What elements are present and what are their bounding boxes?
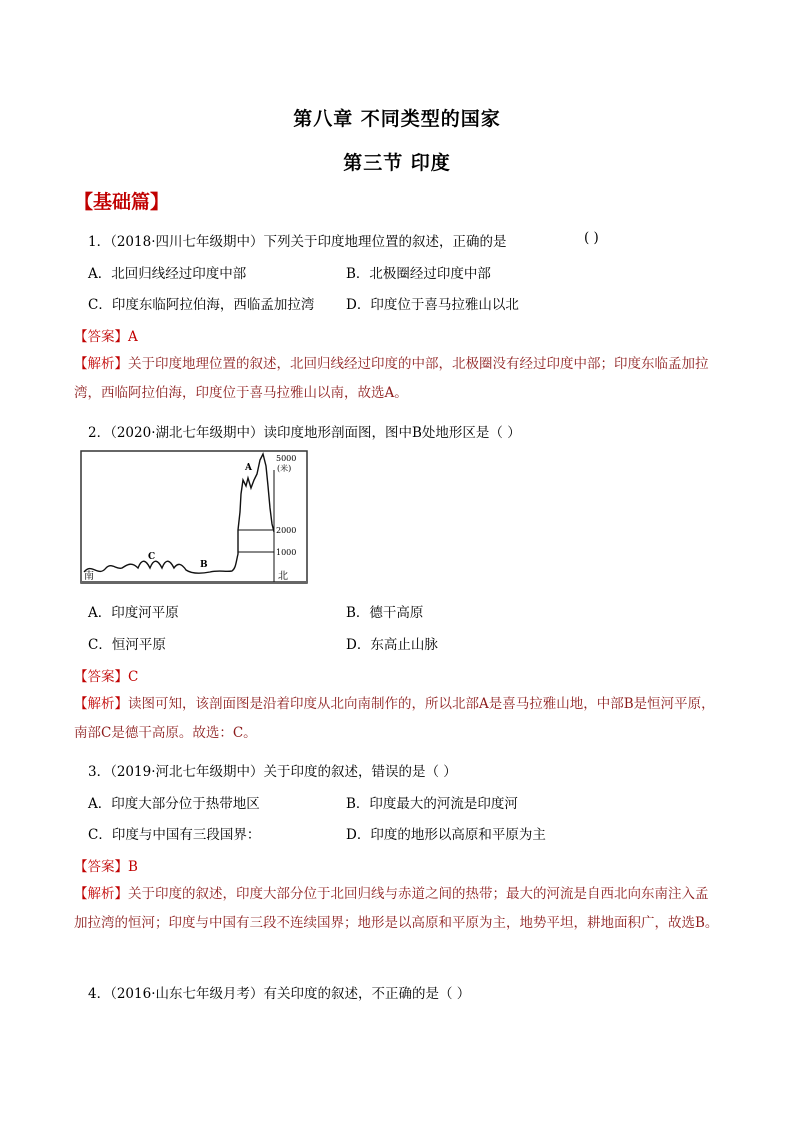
q3-answer-tag: 【答案】 (74, 859, 128, 875)
label-1000: 1000 (276, 548, 297, 557)
terrain-profile-figure (80, 450, 308, 584)
q1-expl-tag: 【解析】 (74, 356, 128, 372)
q1-answer-tag: 【答案】 (74, 329, 128, 345)
q2-explanation (74, 690, 720, 748)
q3-expl-body: 关于印度的叙述，印度大部分位于北回归线与赤道之间的热带；最大的河流是自西北向东南注入孟加拉湾的恒河；印度与中国有三段不连续国界；地形是以高原和平原为主，地势平坦，耕地面积广，故选B。 (74, 886, 719, 931)
section-header: 【基础篇】 (74, 191, 170, 213)
section-title: 第三节 印度 (343, 152, 451, 174)
q3-answer (74, 855, 138, 875)
q2-expl-tag: 【解析】 (74, 696, 128, 712)
q1-option-c: C．印度东临阿拉伯海，西临孟加拉湾 (88, 297, 315, 313)
q4-stem: 4．（2016·山东七年级月考）有关印度的叙述，不正确的是（ ） (88, 986, 471, 1002)
q3-option-c: C．印度与中国有三段国界： (88, 827, 261, 843)
label-2000: 2000 (276, 526, 297, 535)
label-b: B (200, 560, 208, 570)
q3-expl-tag: 【解析】 (74, 886, 128, 902)
q2-option-b: B．德干高原 (346, 605, 424, 621)
label-north: 北 (278, 571, 288, 582)
q3-option-b: B．印度最大的河流是印度河 (346, 796, 518, 812)
q3-answer-value: B (128, 859, 138, 875)
q2-answer-tag: 【答案】 (74, 669, 128, 685)
label-unit: (米) (277, 464, 292, 473)
q3-explanation (74, 880, 720, 938)
q1-expl-body: 关于印度地理位置的叙述，北回归线经过印度的中部，北极圈没有经过印度中部；印度东临孟加拉湾，西临阿拉伯海，印度位于喜马拉雅山以南，故选A。 (74, 356, 709, 401)
chapter-title: 第八章 不同类型的国家 (293, 108, 501, 130)
q1-stem: 1．（2018·四川七年级期中）下列关于印度地理位置的叙述，正确的是 (88, 234, 507, 250)
label-c: C (148, 552, 156, 562)
label-a: A (245, 463, 252, 473)
q3-option-a: A．印度大部分位于热带地区 (88, 796, 260, 812)
q2-answer-value: C (128, 669, 139, 685)
q2-option-a: A．印度河平原 (88, 605, 179, 621)
q1-answer-value: A (128, 329, 138, 345)
q1-answer (74, 325, 138, 345)
q3-option-d: D．印度的地形以高原和平原为主 (346, 827, 546, 843)
q2-option-d: D．东高止山脉 (346, 637, 438, 653)
label-south: 南 (84, 571, 94, 582)
label-5000: 5000 (276, 454, 297, 463)
q2-expl-body: 读图可知，该剖面图是沿着印度从北向南制作的，所以北部A是喜马拉雅山地，中部B是恒河平原，南部C是德干高原。故选：C。 (74, 696, 715, 741)
q2-stem: 2．（2020·湖北七年级期中）读印度地形剖面图，图中B处地形区是（ ） (88, 425, 521, 441)
q1-paren: ( ) (584, 230, 599, 246)
q1-option-b: B．北极圈经过印度中部 (346, 266, 491, 282)
q3-stem: 3．（2019·河北七年级期中）关于印度的叙述，错误的是（ ） (88, 764, 457, 780)
q2-option-c: C．恒河平原 (88, 637, 166, 653)
q1-explanation (74, 350, 720, 408)
q1-option-d: D．印度位于喜马拉雅山以北 (346, 297, 519, 313)
q1-option-a: A．北回归线经过印度中部 (88, 266, 247, 282)
q2-answer (74, 665, 138, 685)
